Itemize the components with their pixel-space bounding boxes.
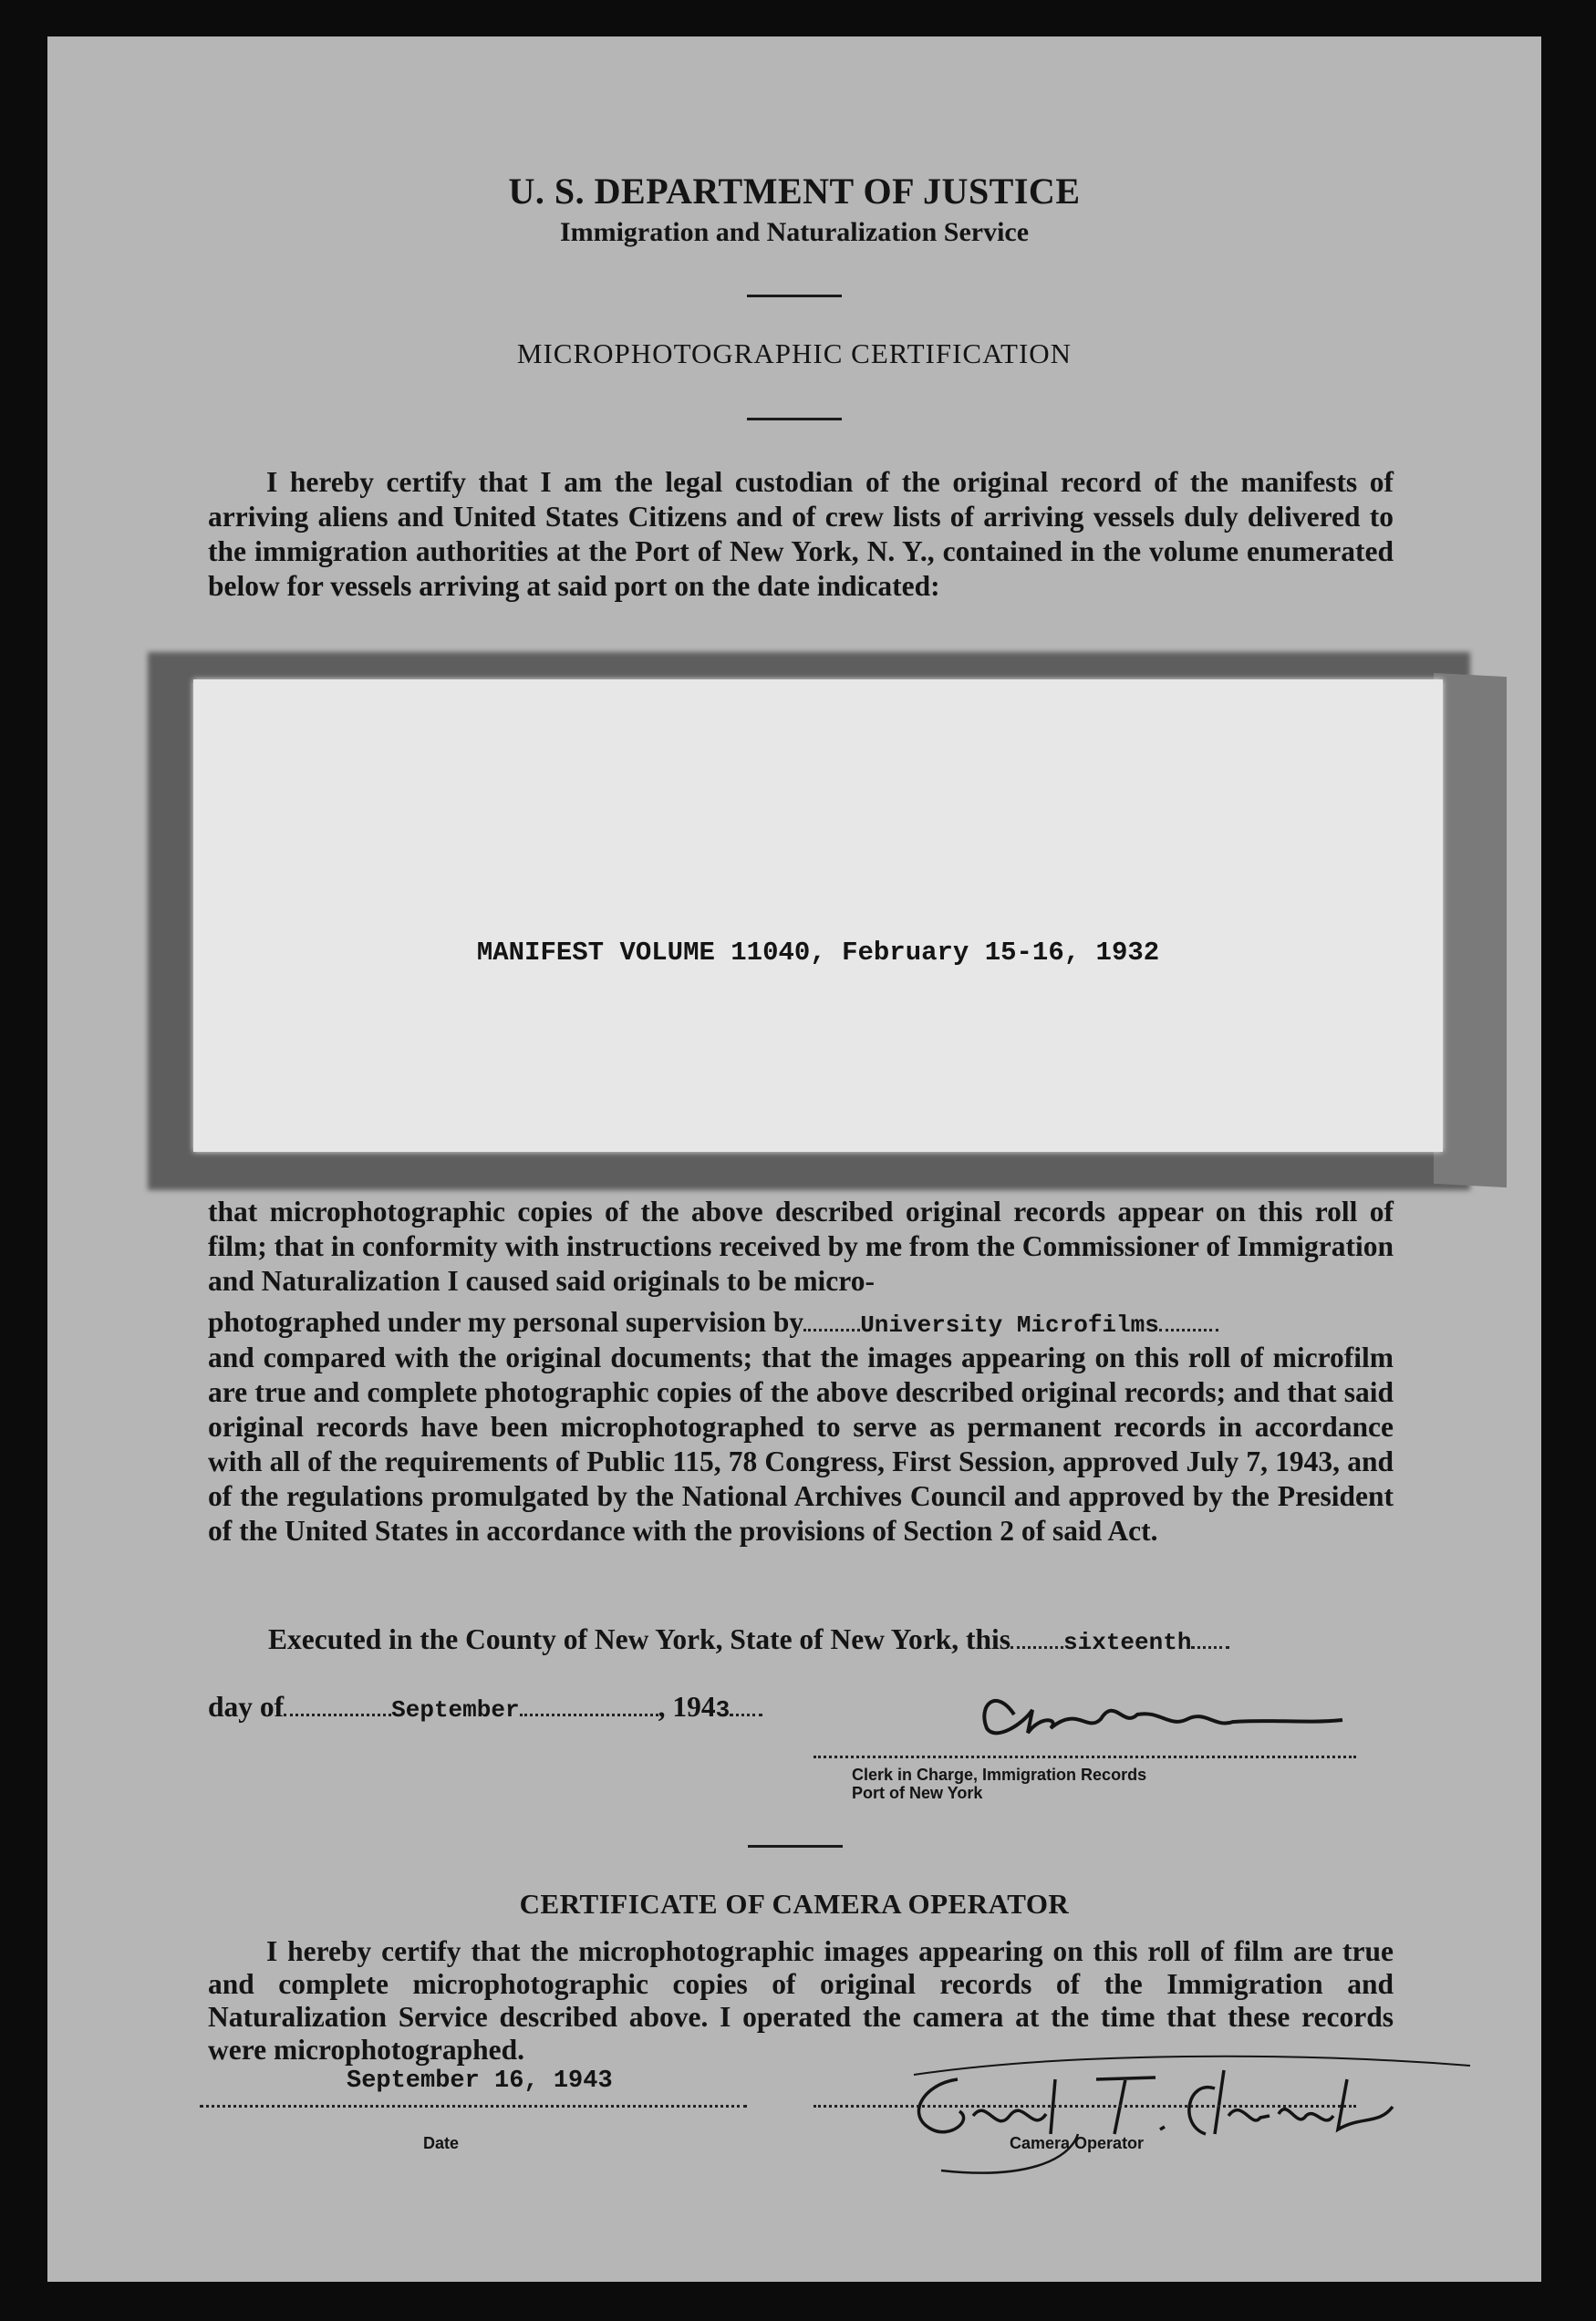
- body-paragraph-part1: that microphotographic copies of the above described original records appear on this roll of film; that in conformity with instructions received by me from the Commissioner of Immigration and Naturalization I caused said originals to be micro-: [208, 1196, 1394, 1297]
- year-digit: 3: [715, 1696, 731, 1724]
- clerk-title-line1: Clerk in Charge, Immigration Records: [852, 1766, 1147, 1784]
- day-of-label: day of: [208, 1691, 285, 1723]
- camera-operator-label: Camera Operator: [1010, 2134, 1145, 2152]
- supervision-prefix: photographed under my personal supervision by: [208, 1306, 804, 1338]
- department-title: U. S. DEPARTMENT OF JUSTICE: [508, 171, 1081, 212]
- executed-prefix: Executed in the County of New York, State of New York, this: [268, 1623, 1011, 1655]
- executed-day: sixteenth: [1063, 1629, 1192, 1656]
- dotted-leader: [284, 1714, 391, 1716]
- operator-date: September 16, 1943: [347, 2067, 613, 2095]
- certificate-sheet: [47, 36, 1541, 2282]
- certification-heading: MICROPHOTOGRAPHIC CERTIFICATION: [516, 337, 1073, 369]
- service-subtitle: Immigration and Naturalization Service: [559, 217, 1030, 247]
- card-shadow-edge: [1434, 673, 1507, 1187]
- divider-rule: [748, 1845, 843, 1848]
- year-prefix: , 194: [658, 1691, 716, 1723]
- body-paragraph-part2: and compared with the original documents; that the images appearing on this roll of microfilm are true and complete photographic copies of the above described original records; and that said original records have been microphotographed to serve as permanent records in accordance with all of the requirements of Public 115, 78 Congress, First Session, approved July 7, 1943, and of the regulations promulgated by the National Archives Council and approved by the President of the United States in accordance with the provisions of Section 2 of said Act.: [208, 1342, 1394, 1547]
- operator-paragraph: I hereby certify that the microphotographic images appearing on this roll of film are true and complete microphotographic copies of original records of the Immigration and Naturalization Service described above. I operated the camera at the time that these records were microphotographed.: [208, 1935, 1394, 2066]
- date-label: Date: [423, 2134, 460, 2152]
- operator-signature: [886, 2043, 1470, 2180]
- executed-line: [268, 1623, 1229, 1656]
- clerk-signature: [941, 1678, 1370, 1751]
- dotted-leader: [520, 1714, 658, 1716]
- executed-month: September: [391, 1696, 520, 1724]
- clerk-signature-line: [814, 1756, 1356, 1758]
- dotted-leader: [803, 1329, 860, 1331]
- vendor-name: University Microfilms: [860, 1311, 1159, 1339]
- clerk-title: [852, 1766, 1146, 1802]
- intro-paragraph: I hereby certify that I am the legal custodian of the original record of the manifests of arriving aliens and United States Citizens and of crew lists of arriving vessels duly delivered to the immigration authorities at the Port of New York, N. Y., contained in the volume enumerated below for vessels arriving at said port on the date indicated:: [208, 466, 1394, 602]
- supervision-line: [208, 1306, 1218, 1339]
- date-signature-line: [200, 2105, 747, 2108]
- day-of-line: [208, 1691, 762, 1724]
- dotted-leader: [1191, 1646, 1229, 1649]
- clerk-title-line2: Port of New York: [852, 1784, 983, 1802]
- dotted-leader: [1010, 1646, 1063, 1649]
- operator-heading: CERTIFICATE OF CAMERA OPERATOR: [519, 1888, 1070, 1920]
- dotted-leader: [1159, 1329, 1218, 1331]
- camera-operator-signature-line: [814, 2105, 1356, 2108]
- dotted-leader: [730, 1714, 762, 1716]
- manifest-card: [193, 679, 1443, 1152]
- divider-rule: [747, 295, 842, 297]
- divider-rule: [747, 418, 842, 420]
- manifest-volume-label: MANIFEST VOLUME 11040, February 15-16, 1932: [476, 938, 1160, 968]
